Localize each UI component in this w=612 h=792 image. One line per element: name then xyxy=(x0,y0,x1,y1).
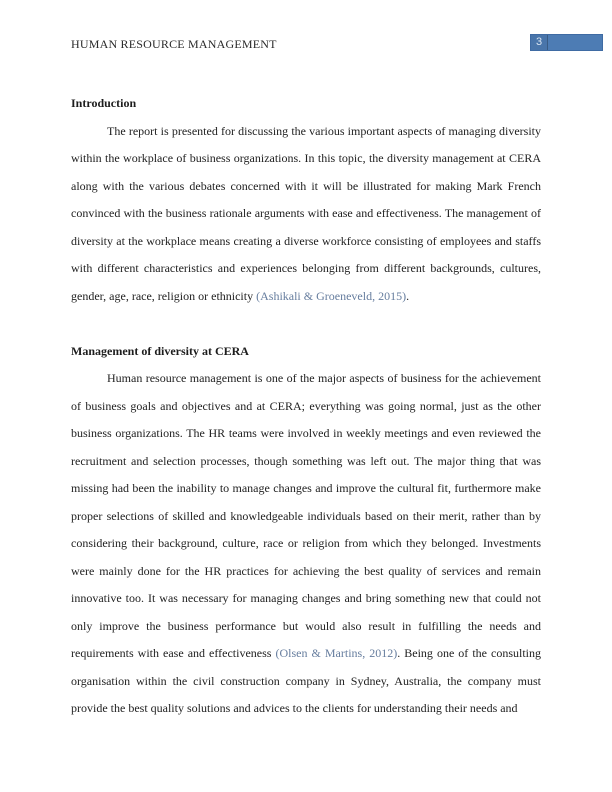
paragraph xyxy=(71,365,541,723)
section-heading-management: Management of diversity at CERA xyxy=(71,343,249,358)
page-number-badge xyxy=(530,34,603,51)
paragraph-text: The report is presented for discussing the various important aspects of managing diversity within the workplace of business organizations. In this topic, the diversity management at CERA along with the various debates concerned with it will be illustrated for making Mark French convinced with the business rationale arguments with ease and effectiveness. The management of diversity at the workplace means creating a diverse workforce consisting of employees and staffs with different characteristics and experiences belonging from different backgrounds, cultures, gender, age, race, religion or ethnicity xyxy=(71,123,541,303)
citation: (Olsen & Martins, 2012) xyxy=(275,646,398,660)
page-number-cell xyxy=(531,35,548,50)
paragraph-text: . xyxy=(406,288,410,303)
page-number: 3 xyxy=(535,36,543,48)
section-heading-introduction: Introduction xyxy=(71,96,137,110)
running-head: HUMAN RESOURCE MANAGEMENT xyxy=(71,37,277,51)
citation: (Ashikali & Groeneveld, 2015) xyxy=(256,288,407,303)
document-header xyxy=(71,35,541,53)
paragraph-text: . Being one of the consulting organisation within the civil construction company in Sydney, Australia, the company must provide the best quality solutions and advices to the clients for understanding their needs and xyxy=(71,646,541,715)
paragraph xyxy=(71,118,541,311)
document-body xyxy=(71,90,541,723)
paragraph-text: Human resource management is one of the major aspects of business for the achievement of business goals and objectives and at CERA; everything was going normal, just as the other business organizations. The HR teams were involved in weekly meetings and even reviewed the recruitment and selection processes, though something was left out. The major thing that was missing had been the inability to manage changes and improve the cultural fit, furthermore make proper selections of skilled and knowledgeable individuals based on their merit, rather than by considering their background, culture, race or religion from which they belonged. Investments were mainly done for the HR practices for achieving the best quality of services and remain innovative too. It was necessary for managing changes and bring something new that could not only improve the business performance but would also result in fulfilling the needs and requirements with ease and effectiveness xyxy=(71,371,541,660)
